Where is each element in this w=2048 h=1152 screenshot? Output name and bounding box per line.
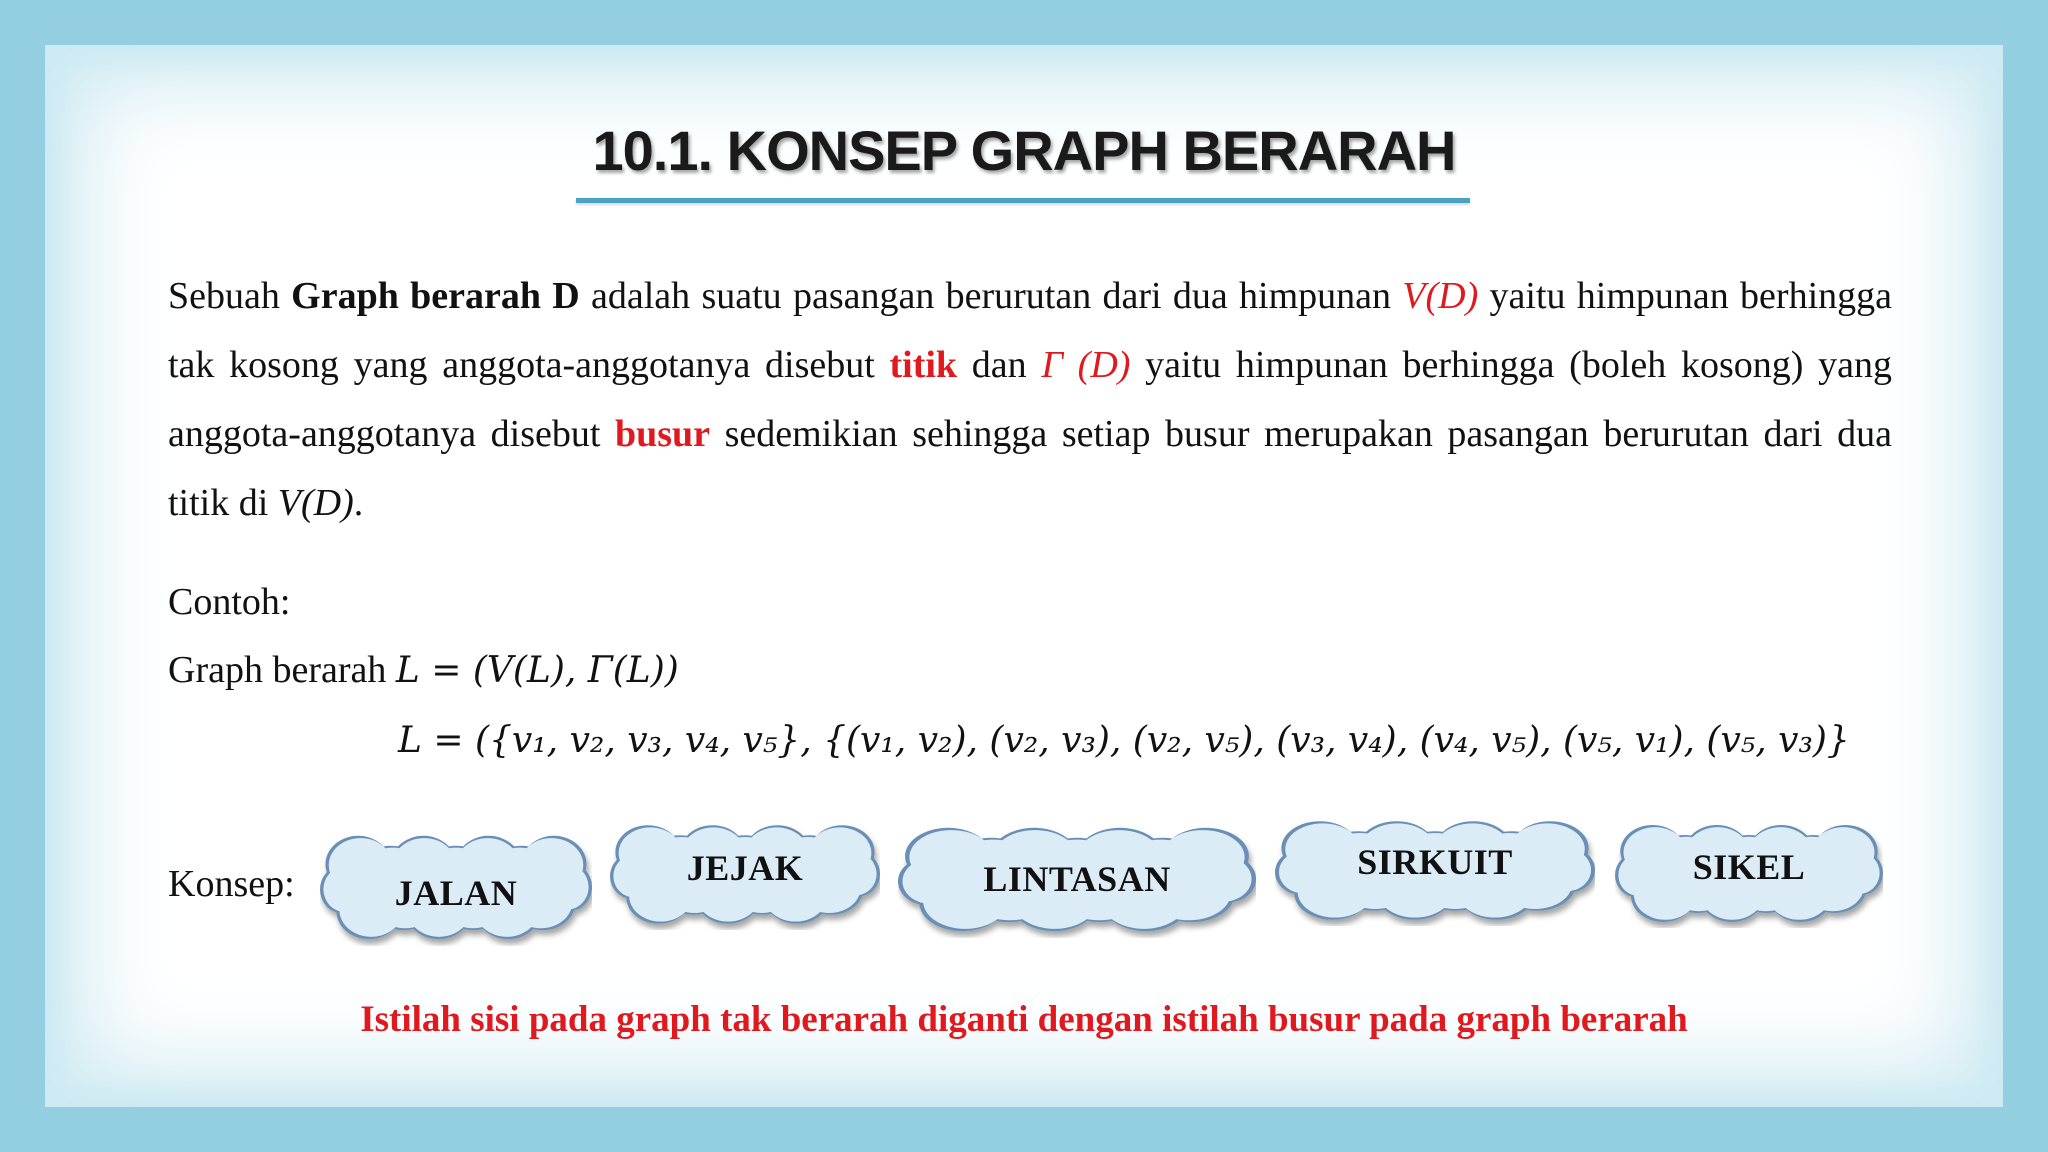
def-text: . (353, 482, 364, 524)
def-term-busur: busur (614, 413, 711, 455)
concept-cloud-jejak (610, 818, 880, 930)
cloud-label: JEJAK (686, 848, 804, 888)
concept-label: Konsep: (168, 863, 295, 905)
slide-panel (45, 45, 2003, 1107)
def-text: yaitu himpunan berhingga (boleh kosong) yang anggota-anggotanya disebut (168, 344, 1892, 455)
graph-set-line (398, 718, 1850, 762)
concept-cloud-sikel (1615, 818, 1883, 928)
def-text: adalah suatu pasangan berurutan dari dua himpunan (579, 275, 1403, 317)
def-vd-end: V(D) (277, 482, 354, 524)
def-vd: V(D) (1402, 275, 1479, 317)
cloud-label: SIRKUIT (1357, 842, 1513, 882)
graph-line-prefix: Graph berarah (168, 649, 396, 691)
graph-definition-line (168, 648, 679, 692)
concept-cloud-jalan (320, 828, 592, 946)
graph-line-math: L = (V(L), Γ(L)) (395, 650, 679, 691)
definition-paragraph (168, 262, 1892, 538)
graph-set-math: L = ({v₁, v₂, v₃, v₄, v₅}, {(v₁, v₂), (v₂, v₃), (v₂, v₅), (v₃, v₄), (v₄, v₅), (v₅, v₁), (v₅, v₃)} (398, 720, 1850, 761)
cloud-label: SIKEL (1692, 847, 1806, 887)
def-term-titik: titik (889, 344, 958, 386)
def-text: yaitu himpunan berhingga tak kosong yang anggota-anggotanya disebut (168, 275, 1893, 386)
concept-cloud-lintasan (898, 820, 1256, 938)
concept-cloud-sirkuit (1275, 814, 1595, 926)
def-text: dan (957, 344, 1042, 386)
cloud-label: JALAN (394, 873, 518, 913)
cloud-label: LINTASAN (983, 859, 1171, 899)
footnote: Istilah sisi pada graph tak berarah diganti dengan istilah busur pada graph berarah (360, 999, 1688, 1040)
title-underline (576, 198, 1470, 203)
def-text: Sebuah (168, 275, 292, 317)
def-term-graph-berarah: Graph berarah D (291, 275, 580, 317)
def-gamma-d: Γ (D) (1041, 344, 1131, 386)
slide-title: 10.1. KONSEP GRAPH BERARAH (592, 119, 1456, 182)
def-text: sedemikian sehingga setiap busur merupakan pasangan berurutan dari dua titik di (168, 413, 1892, 524)
example-label: Contoh: (168, 581, 291, 623)
